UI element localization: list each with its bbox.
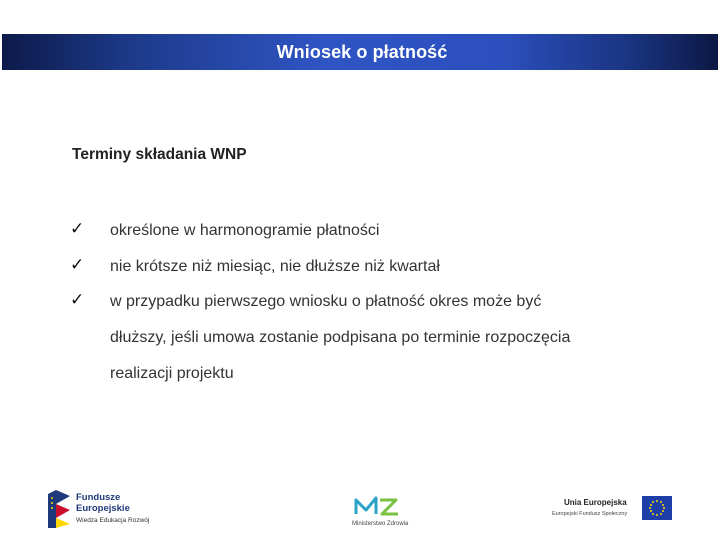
logo-footer [0, 480, 720, 540]
eu-subtitle: Europejski Fundusz Społeczny [552, 511, 628, 517]
ministerstwo-zdrowia-logo [352, 494, 412, 534]
mz-mark-icon [352, 494, 402, 518]
checkmark-icon: ✓ [70, 290, 85, 309]
fe-line2: Europejskie [76, 503, 130, 514]
mz-subtitle: Ministerstwo Zdrowia [352, 521, 409, 527]
section-subtitle: Terminy składania WNP [72, 146, 247, 163]
fundusze-europejskie-logo [48, 490, 178, 530]
eu-flag-icon [642, 496, 672, 520]
title-bar [2, 34, 718, 70]
unia-europejska-logo [548, 494, 678, 524]
checkmark-icon: ✓ [70, 219, 85, 238]
slide-title: Wniosek o płatność [276, 41, 448, 62]
eu-title: Unia Europejska [564, 498, 627, 507]
fe-flag-icon [48, 490, 72, 528]
bullet-text-continued: realizacji projektu [110, 365, 234, 382]
bullet-text: określone w harmonogramie płatności [110, 222, 380, 239]
bullet-text-continued: dłuższy, jeśli umowa zostanie podpisana po terminie rozpoczęcia [110, 329, 571, 346]
fe-subtitle: Wiedza Edukacja Rozwój [76, 517, 150, 524]
bullet-text: nie krótsze niż miesiąc, nie dłuższe niż kwartał [110, 258, 440, 275]
bullet-text: w przypadku pierwszego wniosku o płatność okres może być [110, 293, 542, 310]
fe-line1: Fundusze [76, 492, 121, 503]
checkmark-icon: ✓ [70, 255, 85, 274]
fe-logo-text [76, 492, 130, 514]
